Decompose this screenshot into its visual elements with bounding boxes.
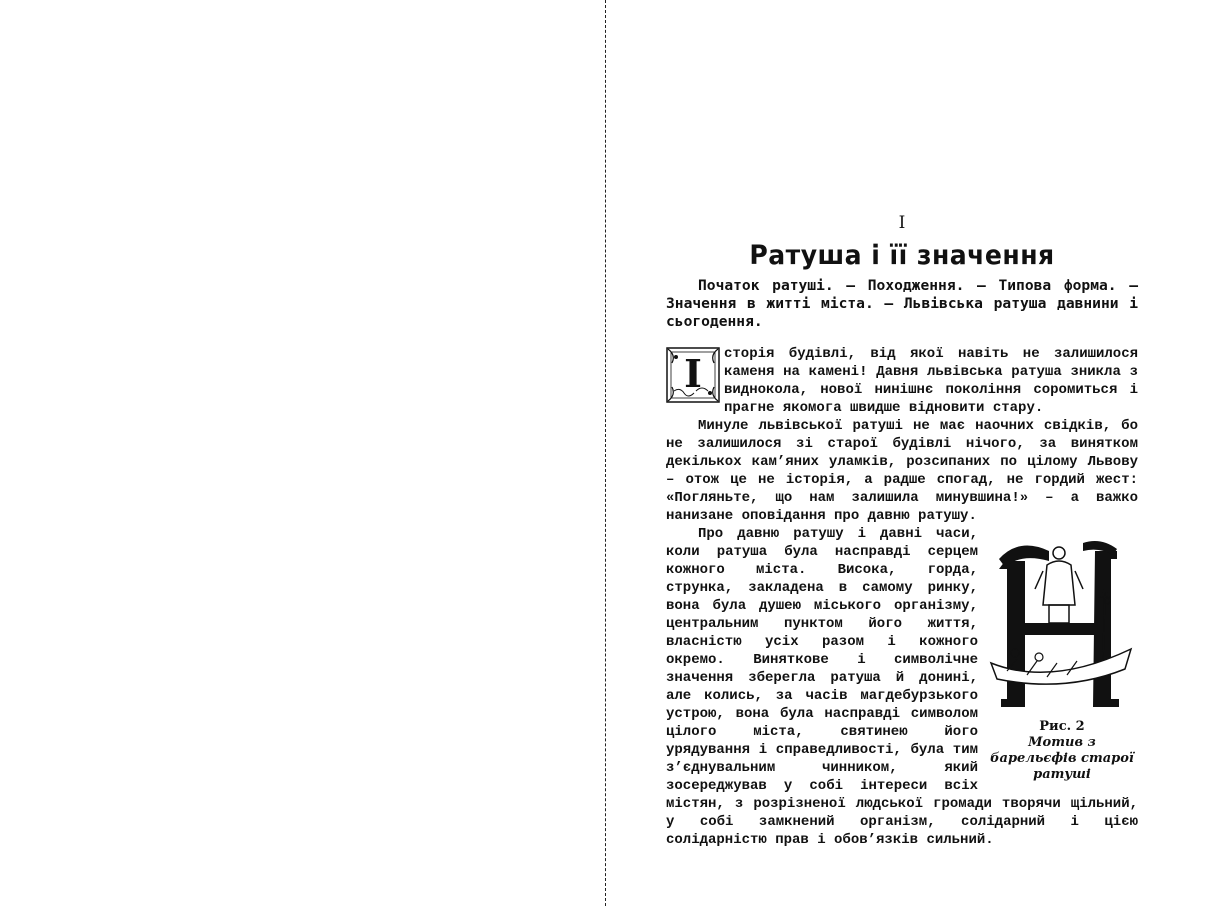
book-page [666,213,1138,849]
chapter-title: Ратуша і її значення [749,240,1055,271]
chapter-number: I [898,213,906,233]
chapter-body [666,345,1138,849]
chapter-summary: Початок ратуші. – Походження. – Типова форма. – Значення в житті міста. – Львівська ратуша давнини і сьогодення. [666,277,1138,330]
paragraph-1: сторія будівлі, від якої навіть не залишилося каменя на камені! Давня львівська ратуша зникла з виднокола, нової нинішнє покоління соромиться і прагне якомога швидше відновити стару. [724,346,1138,416]
figure [986,531,1138,783]
paragraph-3: Про давню ратушу і давні часи, коли ратуша була насправді серцем кожного міста. Висока, горда, струнка, закладена в самому ринку, вона була душею міського організму, центральним пунктом його життя, власністю усіх разом і кожного окремо. Виняткове і символічне значення зберегла ратуша й донині, але колись, за часів магдебурзького устрою, вона була насправді символом цілого міста, святинею його урядування і справедливості, була тим з’єднувальним чинником, який зосереджував у собі інтереси всіх містян, з розрізненої людської громади творячи щільний, у собі замкнений організм, солідарний і цією солідарністю прав і обов’язків сильний. [666,526,1138,848]
bas-relief-illustration [987,531,1137,717]
dropcap-letter: І [684,351,702,396]
figure-caption: Мотив з барельєфів старої ратуші [990,735,1134,782]
figure-label: Рис. 2 [1039,719,1085,734]
paragraph-2: Минуле львівської ратуші не має наочних свідків, бо не залишилося зі старої будівлі нічого, за винятком декількох кам’яних уламків, розсипаних по цілому Львову – отож це не історія, а радше спогад, не гордий жест: «Погляньте, що нам залишила минувшина!» – а важко нанизане оповідання про давню ратушу. [666,418,1138,524]
ornamental-dropcap [666,347,720,403]
page-fold-line [605,0,606,906]
